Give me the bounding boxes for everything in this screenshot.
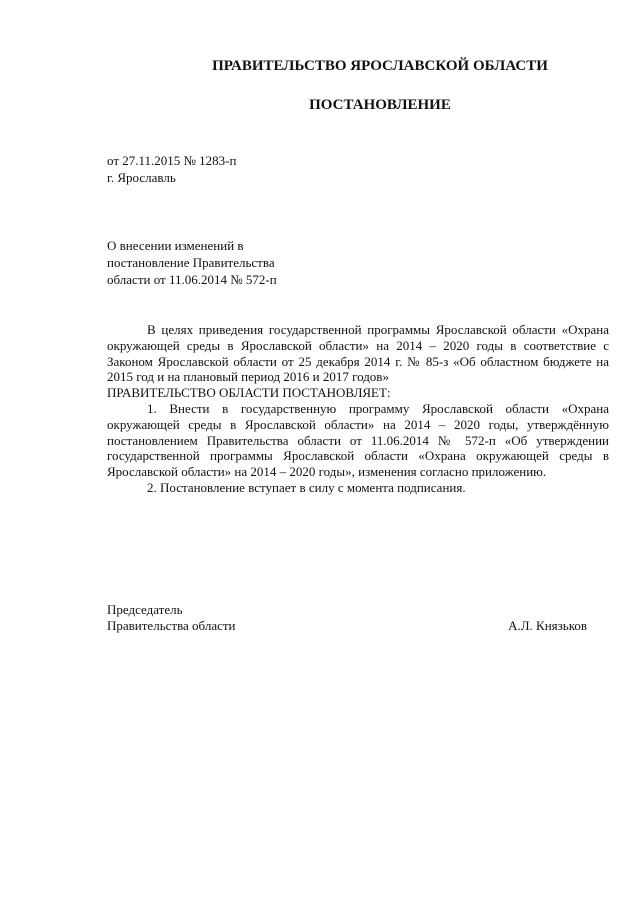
signature-block bbox=[107, 602, 587, 634]
item-1-paragraph: 1. Внести в государственную программу Ярославской области «Охрана окружающей среды в Ярославской области» на 2014 – 2020 годы, утверждённую постановлением Правительства области от 11.06.2014 № 572-п «Об утверждении государственной программы Ярославской области «Охрана окружающей среды в Ярославской области» на 2014 – 2020 годы», изменения согласно приложению. bbox=[107, 400, 609, 480]
item-2-paragraph: 2. Постановление вступает в силу с момента подписания. bbox=[147, 479, 466, 495]
subject-line: области от 11.06.2014 № 572-п bbox=[107, 272, 277, 287]
signer-position-line2: Правительства области bbox=[107, 618, 236, 633]
signature-row bbox=[107, 618, 587, 634]
city: г. Ярославль bbox=[107, 170, 176, 185]
signer-name: А.Л. Князьков bbox=[508, 618, 587, 633]
government-title: ПРАВИТЕЛЬСТВО ЯРОСЛАВСКОЙ ОБЛАСТИ bbox=[212, 58, 548, 74]
document-type: ПОСТАНОВЛЕНИЕ bbox=[309, 97, 451, 113]
document-subject bbox=[107, 237, 277, 288]
document-meta bbox=[107, 152, 236, 186]
subject-line: О внесении изменений в bbox=[107, 238, 244, 253]
signer-position-line1: Председатель bbox=[107, 602, 183, 617]
preamble-paragraph: В целях приведения государственной программы Ярославской области «Охрана окружающей среды в Ярославской области» на 2014 – 2020 годы в соответствие с Законом Ярославской области от 25 декабря 2014 г. № 85-з «Об областном бюджете на 2015 год и на плановый период 2016 и 2017 годов» bbox=[107, 322, 609, 385]
decree-line: ПРАВИТЕЛЬСТВО ОБЛАСТИ ПОСТАНОВЛЯЕТ: bbox=[107, 385, 391, 401]
document-body bbox=[107, 322, 609, 496]
date-number: от 27.11.2015 № 1283-п bbox=[107, 153, 237, 168]
subject-line: постановление Правительства bbox=[107, 255, 275, 270]
